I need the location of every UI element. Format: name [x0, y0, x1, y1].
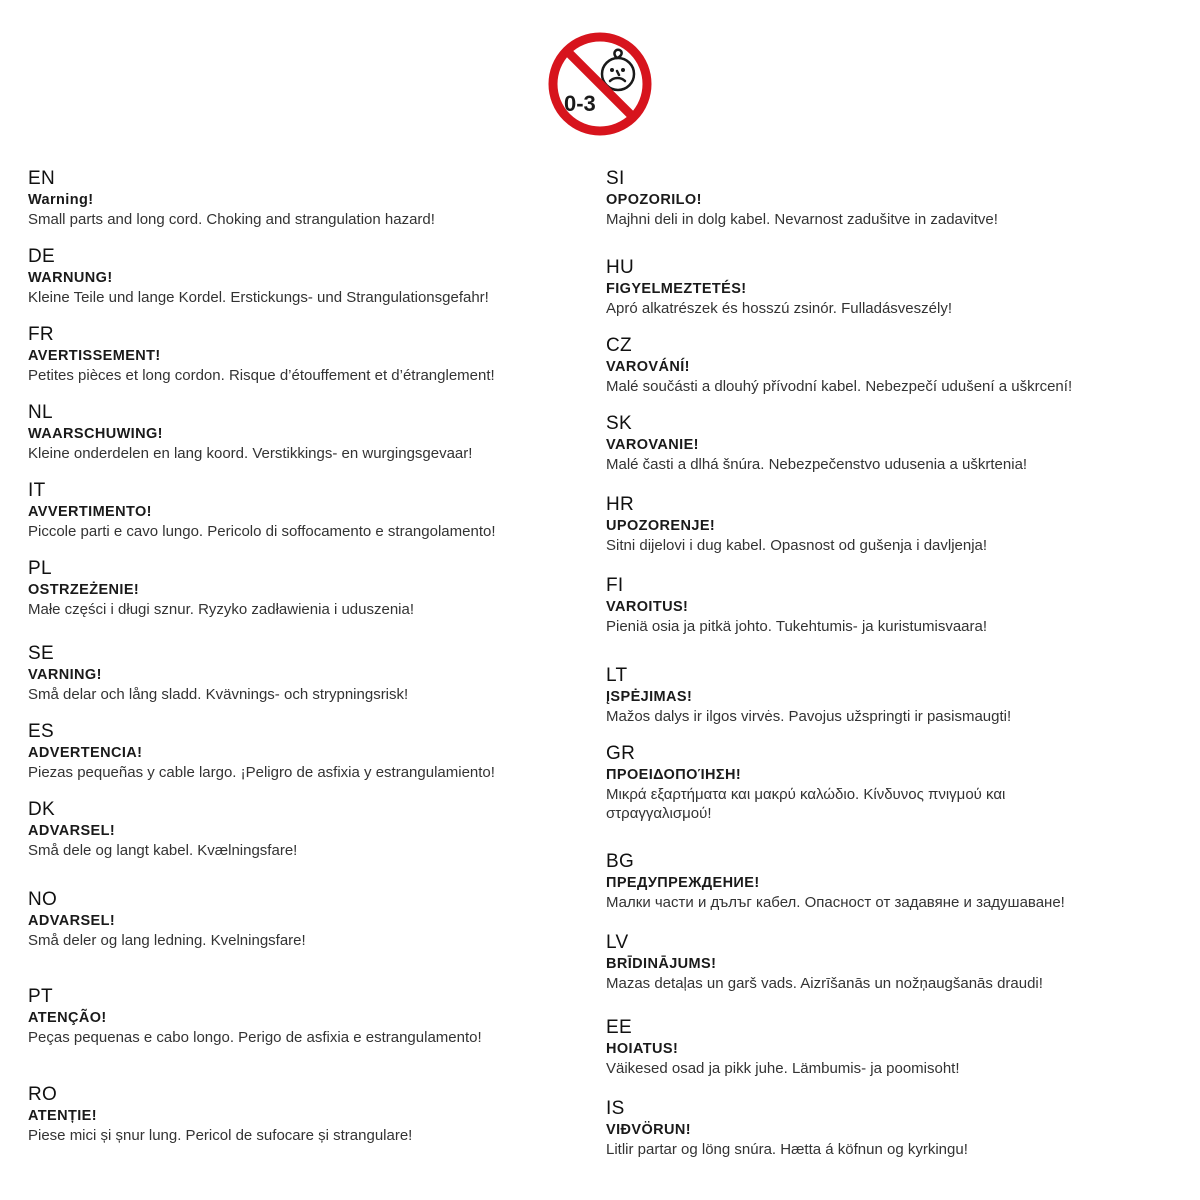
warning-title: AVVERTIMENTO!	[28, 504, 152, 520]
language-code: FR	[28, 324, 54, 345]
warning-block-de	[28, 247, 608, 307]
warning-block-ee	[606, 1018, 1166, 1078]
language-code: FI	[606, 575, 624, 596]
warning-title: OSTRZEŻENIE!	[28, 582, 140, 598]
warning-block-dk	[28, 800, 608, 860]
warning-text: Mazas detaļas un garš vads. Aizrīšanās un nožņaugšanās draudi!	[606, 975, 1043, 992]
language-code: PL	[28, 558, 52, 579]
warning-title: VAROVÁNÍ!	[606, 359, 690, 375]
warning-block-fr	[28, 325, 608, 385]
warning-text: Väikesed osad ja pikk juhe. Lämbumis- ja poomisoht!	[606, 1060, 960, 1077]
warning-title: ПРЕДУПРЕЖДЕНИЕ!	[606, 875, 760, 891]
warning-text: Malé součásti a dlouhý přívodní kabel. Nebezpečí udušení a uškrcení!	[606, 378, 1073, 395]
age-label: 0-3	[564, 91, 596, 116]
language-code: NL	[28, 402, 53, 423]
language-code: ES	[28, 721, 54, 742]
warning-block-sk	[606, 414, 1166, 474]
warning-title: BRĪDINĀJUMS!	[606, 956, 717, 972]
warning-block-fi	[606, 576, 1166, 636]
warning-text: Μικρά εξαρτήματα και μακρύ καλώδιο. Κίνδυνος πνιγμού και στραγγαλισμού!	[606, 786, 1006, 822]
warning-text: Малки части и дълъг кабел. Опасност от задавяне и задушаване!	[606, 894, 1065, 911]
warning-text: Sitni dijelovi i dug kabel. Opasnost od gušenja i davljenja!	[606, 537, 988, 554]
warning-title: ADVERTENCIA!	[28, 745, 143, 761]
language-code: EN	[28, 168, 55, 189]
warning-text: Små delar och lång sladd. Kvävnings- och strypningsrisk!	[28, 686, 409, 703]
warning-block-nl	[28, 403, 608, 463]
warning-block-ro	[28, 1085, 608, 1145]
warning-title: VAROVANIE!	[606, 437, 699, 453]
language-code: RO	[28, 1084, 58, 1105]
language-code: EE	[606, 1017, 632, 1038]
warning-title: FIGYELMEZTETÉS!	[606, 281, 747, 297]
language-code: DE	[28, 246, 55, 267]
warning-block-it	[28, 481, 608, 541]
language-code: IS	[606, 1098, 625, 1119]
language-code: HU	[606, 257, 635, 278]
language-code: SI	[606, 168, 625, 189]
warning-block-en	[28, 169, 608, 229]
warning-block-bg	[606, 852, 1166, 912]
warning-text: Apró alkatrészek és hosszú zsinór. Fulladásveszély!	[606, 300, 952, 317]
warning-block-lt	[606, 666, 1166, 726]
warning-title: ADVARSEL!	[28, 823, 116, 839]
warning-text: Pieniä osia ja pitkä johto. Tukehtumis- ja kuristumisvaara!	[606, 618, 988, 635]
warning-block-hr	[606, 495, 1166, 555]
language-code: CZ	[606, 335, 632, 356]
warning-block-no	[28, 890, 608, 950]
warning-title: Warning!	[28, 192, 94, 208]
warning-title: ATENÇÃO!	[28, 1010, 107, 1026]
warning-title: WARNUNG!	[28, 270, 113, 286]
language-code: NO	[28, 889, 58, 910]
warning-block-si	[606, 169, 1166, 229]
language-code: DK	[28, 799, 55, 820]
warning-text: Kleine onderdelen en lang koord. Verstikkings- en wurgingsgevaar!	[28, 445, 473, 462]
warning-title: ADVARSEL!	[28, 913, 116, 929]
language-code: LT	[606, 665, 628, 686]
warning-text: Peças pequenas e cabo longo. Perigo de asfixia e estrangulamento!	[28, 1029, 482, 1046]
language-code: PT	[28, 986, 53, 1007]
warning-text: Mažos dalys ir ilgos virvės. Pavojus užspringti ir pasismaugti!	[606, 708, 1012, 725]
warning-text: Litlir partar og löng snúra. Hætta á köfnun og kyrkingu!	[606, 1141, 968, 1158]
warning-block-se	[28, 644, 608, 704]
warning-text: Majhni deli in dolg kabel. Nevarnost zadušitve in zadavitve!	[606, 211, 998, 228]
warning-title: ΠΡΟΕΙΔΟΠΟΊΗΣΗ!	[606, 767, 742, 783]
warning-title: UPOZORENJE!	[606, 518, 716, 534]
warning-title: WAARSCHUWING!	[28, 426, 163, 442]
warning-title: VAROITUS!	[606, 599, 689, 615]
warning-title: ĮSPĖJIMAS!	[606, 689, 693, 705]
warning-block-lv	[606, 933, 1166, 993]
warning-block-gr	[606, 744, 1106, 823]
warning-title: ATENȚIE!	[28, 1108, 97, 1124]
warning-text: Small parts and long cord. Choking and strangulation hazard!	[28, 211, 435, 228]
warning-title: HOIATUS!	[606, 1041, 679, 1057]
warning-block-es	[28, 722, 608, 782]
warning-block-pt	[28, 987, 608, 1047]
warning-title: VIÐVÖRUN!	[606, 1122, 691, 1138]
warning-block-is	[606, 1099, 1166, 1159]
warning-title: OPOZORILO!	[606, 192, 702, 208]
warning-text: Kleine Teile und lange Kordel. Erstickungs- und Strangulationsgefahr!	[28, 289, 489, 306]
language-code: SK	[606, 413, 632, 434]
language-code: HR	[606, 494, 635, 515]
language-code: GR	[606, 743, 636, 764]
language-code: BG	[606, 851, 635, 872]
warning-text: Małe części i długi sznur. Ryzyko zadławienia i uduszenia!	[28, 601, 415, 618]
warning-text: Malé časti a dlhá šnúra. Nebezpečenstvo udusenia a uškrtenia!	[606, 456, 1028, 473]
warning-text: Små deler og lang ledning. Kvelningsfare!	[28, 932, 306, 949]
warning-text: Piccole parti e cavo lungo. Pericolo di soffocamento e strangolamento!	[28, 523, 496, 540]
warning-text: Piese mici și șnur lung. Pericol de sufocare și strangulare!	[28, 1127, 413, 1144]
language-code: SE	[28, 643, 54, 664]
warning-block-pl	[28, 559, 608, 619]
language-code: IT	[28, 480, 46, 501]
warning-text: Små dele og langt kabel. Kvælningsfare!	[28, 842, 298, 859]
warning-text: Petites pièces et long cordon. Risque d’étouffement et d’étranglement!	[28, 367, 495, 384]
no-children-under-3-icon	[547, 31, 653, 137]
warning-block-cz	[606, 336, 1166, 396]
warning-block-hu	[606, 258, 1166, 318]
language-code: LV	[606, 932, 629, 953]
warning-text: Piezas pequeñas y cable largo. ¡Peligro de asfixia y estrangulamiento!	[28, 764, 495, 781]
warning-title: VARNING!	[28, 667, 102, 683]
warning-title: AVERTISSEMENT!	[28, 348, 161, 364]
